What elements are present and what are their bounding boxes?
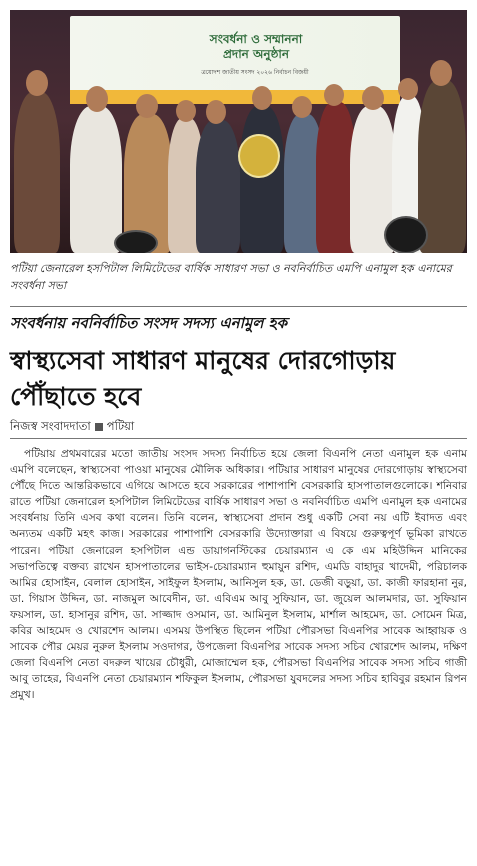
byline-reporter: নিজস্ব সংবাদদাতা [10,419,91,433]
person-head [362,86,384,110]
person-head [252,86,272,110]
person-figure [70,106,122,253]
person-head [86,86,108,112]
banner-strip [70,90,400,104]
person-head [292,96,312,118]
byline-separator-icon [95,423,103,431]
event-banner [70,16,400,104]
person-head [206,100,226,124]
person-figure [240,106,284,253]
article-body: পটিয়ায় প্রথমবারের মতো জাতীয় সংসদ সদস্য নির্বাচিত হয়ে জেলা বিএনপি নেতা এনামুল হক এনাম এমপি বলেছেন, স্বাস্থ্যসেবা পাওয়া মানুষের মৌলিক অধিকার। পটিয়ার সাধারণ মানুষের দোরগোড়ায় স্বাস্থ্যসেবা পৌঁছে দিতে আন্তরিকভাবে এগিয়ে আসতে হবে সরকারের পাশাপাশি বেসরকারি হাসপাতালগুলোকে। শনিবার রাতে পটিয়া জেনারেল হসপিটাল লিমিটেডের বার্ষিক সাধারণ সভা ও নবনির্বাচিত এমপি এনামুল হক এনামের সংবর্ধনায় তিনি এসব কথা বলেন। তিনি বলেন, স্বাস্থ্যসেবা প্রদান শুধু একটি সেবা নয় এটি ইবাদত এবং অন্যতম একটি মহৎ কাজ। সরকারের পাশাপাশি বেসরকারি উদ্যোক্তারা এ বিষয়ে গুরুত্বপূর্ণ ভূমিকা রাখতে পারেন। পটিয়া জেনারেল হসপিটাল এন্ড ডায়াগনস্টিকের চেয়ারম্যান এ কে এম মহিউদ্দিন মানিকের সভাপতিত্বে বক্তব্য রাখেন হাসপাতালের ভাইস-চেয়ারম্যান হুমায়ুন রশিদ, এমডি বাহাদুর খাদেমী, পরিচালক আমির হোসাইন, বেলাল হোসাইন, সাইফুল ইসলাম, আনিসুল হক, ডা. ডেজী বড়ুয়া, ডা. কাজী ফারহানা নুর, ডা. গিয়াস উদ্দিন, ডা. নাজমুল আবেদীন, ডা. এবিএম আবু সুফিয়ান, ডা. জুয়েল আলমদার, ডা. সুফিয়ান ফয়সাল, ডা. হাসানুর রশিদ, ডা. সাজ্জাদ ওসমান, ডা. আমিনুল ইসলাম, মার্শাল আহমেদ, ডা. সোমেন মিত্র, কবির আহমেদ ও খোরশেদ আলম। এসময় উপস্থিত ছিলেন পটিয়া পৌরসভা বিএনপির সাবেক আহ্বায়ক ও সাবেক পৌর মেয়র নুরুল ইসলাম সওদাগর, উপজেলা বিএনপির সাবেক সদস্য সচিব খোরশেদ আলম, দক্ষিণ জেলা বিএনপি নেতা বদরুল খায়ের চৌধুরী, মোজাম্মেল হক, পৌরসভা বিএনপির সাবেক সদস্য সচিব গাজী আবু তাহের, বিএনপি নেতা চেয়ারম্যান শফিকুল ইসলাম, পৌরসভা যুবদলের সদস্য সচিব হাবিবুর রহমান রিপন প্রমুখ। [10,448,467,702]
award-plaque [238,134,280,178]
stage-light [114,230,158,253]
kicker: সংবর্ধনায় নবনির্বাচিত সংসদ সদস্য এনামুল হক [10,314,288,332]
divider [10,306,467,307]
banner-title: সংবর্ধনা ও সম্মাননা প্রদান অনুষ্ঠান [209,32,303,61]
person-head [324,84,344,106]
person-head [430,60,452,86]
person-head [26,70,48,96]
byline [10,418,467,434]
person-head [176,100,196,122]
photo-caption: পটিয়া জেনারেল হসপিটাল লিমিটেডের বার্ষিক সাধারণ সভা ও নবনির্বাচিত এমপি এনামুল হক এনামের সংবর্ধনা সভা [10,262,452,292]
news-photo [10,10,467,253]
divider [10,438,467,439]
byline-location: পটিয়া [106,419,135,433]
stage-light [384,216,428,253]
person-head [136,94,158,118]
person-head [398,78,418,100]
headline: স্বাস্থ্যসেবা সাধারণ মানুষের দোরগোড়ায় পৌঁছাতে হবে [10,346,396,411]
person-figure [14,92,60,253]
banner-subtitle: ত্রয়োদশ জাতীয় সংসদ ২০২৬ নির্বাচন বিজয়ী [201,69,309,76]
person-figure [196,120,240,253]
